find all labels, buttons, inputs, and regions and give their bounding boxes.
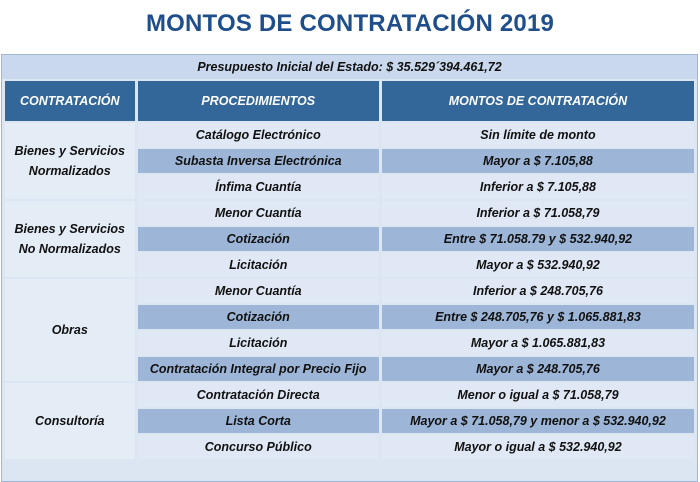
contratacion-group-cell xyxy=(5,201,135,277)
table-header-row xyxy=(5,81,694,121)
monto-cell: Inferior a $ 7.105,88 xyxy=(382,175,694,199)
table-row xyxy=(5,383,694,407)
header-procedimientos: PROCEDIMIENTOS xyxy=(138,81,379,121)
procedimiento-cell: Catálogo Electrónico xyxy=(138,123,379,147)
group-label-line1: Bienes y Servicios xyxy=(14,144,126,158)
procedimiento-cell: Cotización xyxy=(138,227,379,251)
group-label-line1: Bienes y Servicios xyxy=(14,222,126,236)
monto-cell: Mayor a $ 532.940,92 xyxy=(382,253,694,277)
monto-cell: Menor o igual a $ 71.058,79 xyxy=(382,383,694,407)
monto-cell: Mayor a $ 71.058,79 y menor a $ 532.940,92 xyxy=(382,409,694,433)
table-row xyxy=(5,201,694,225)
procedimiento-cell: Cotización xyxy=(138,305,379,329)
monto-cell: Mayor a $ 248.705,76 xyxy=(382,357,694,381)
procedimiento-cell: Licitación xyxy=(138,253,379,277)
monto-cell: Sin límite de monto xyxy=(382,123,694,147)
procedimiento-cell: Menor Cuantía xyxy=(138,279,379,303)
table-row xyxy=(5,123,694,147)
contratacion-group-cell xyxy=(5,279,135,381)
monto-cell: Mayor a $ 7.105,88 xyxy=(382,149,694,173)
contract-amounts-table-frame xyxy=(1,54,698,482)
contratacion-group-cell xyxy=(5,383,135,459)
table-row xyxy=(5,279,694,303)
page-title: MONTOS DE CONTRATACIÓN 2019 xyxy=(145,10,555,37)
contratacion-group-cell xyxy=(5,123,135,199)
contract-amounts-table xyxy=(2,79,697,461)
table-body xyxy=(5,123,694,459)
procedimiento-cell: Menor Cuantía xyxy=(138,201,379,225)
group-label-line2: No Normalizados xyxy=(18,242,121,256)
group-label-line1: Obras xyxy=(51,323,88,337)
header-contratacion: CONTRATACIÓN xyxy=(5,81,135,121)
monto-cell: Mayor a $ 1.065.881,83 xyxy=(382,331,694,355)
procedimiento-cell: Contratación Integral por Precio Fijo xyxy=(138,357,379,381)
procedimiento-cell: Subasta Inversa Electrónica xyxy=(138,149,379,173)
header-montos: MONTOS DE CONTRATACIÓN xyxy=(382,81,694,121)
group-label-line2: Normalizados xyxy=(28,164,111,178)
monto-cell: Inferior a $ 248.705,76 xyxy=(382,279,694,303)
monto-cell: Entre $ 248.705,76 y $ 1.065.881,83 xyxy=(382,305,694,329)
procedimiento-cell: Concurso Público xyxy=(138,435,379,459)
procedimiento-cell: Licitación xyxy=(138,331,379,355)
monto-cell: Entre $ 71.058.79 y $ 532.940,92 xyxy=(382,227,694,251)
monto-cell: Mayor o igual a $ 532.940,92 xyxy=(382,435,694,459)
group-label-line1: Consultoría xyxy=(35,414,105,428)
procedimiento-cell: Ínfima Cuantía xyxy=(138,175,379,199)
procedimiento-cell: Contratación Directa xyxy=(138,383,379,407)
procedimiento-cell: Lista Corta xyxy=(138,409,379,433)
monto-cell: Inferior a $ 71.058,79 xyxy=(382,201,694,225)
budget-line: Presupuesto Inicial del Estado: $ 35.529´394.461,72 xyxy=(2,55,697,79)
